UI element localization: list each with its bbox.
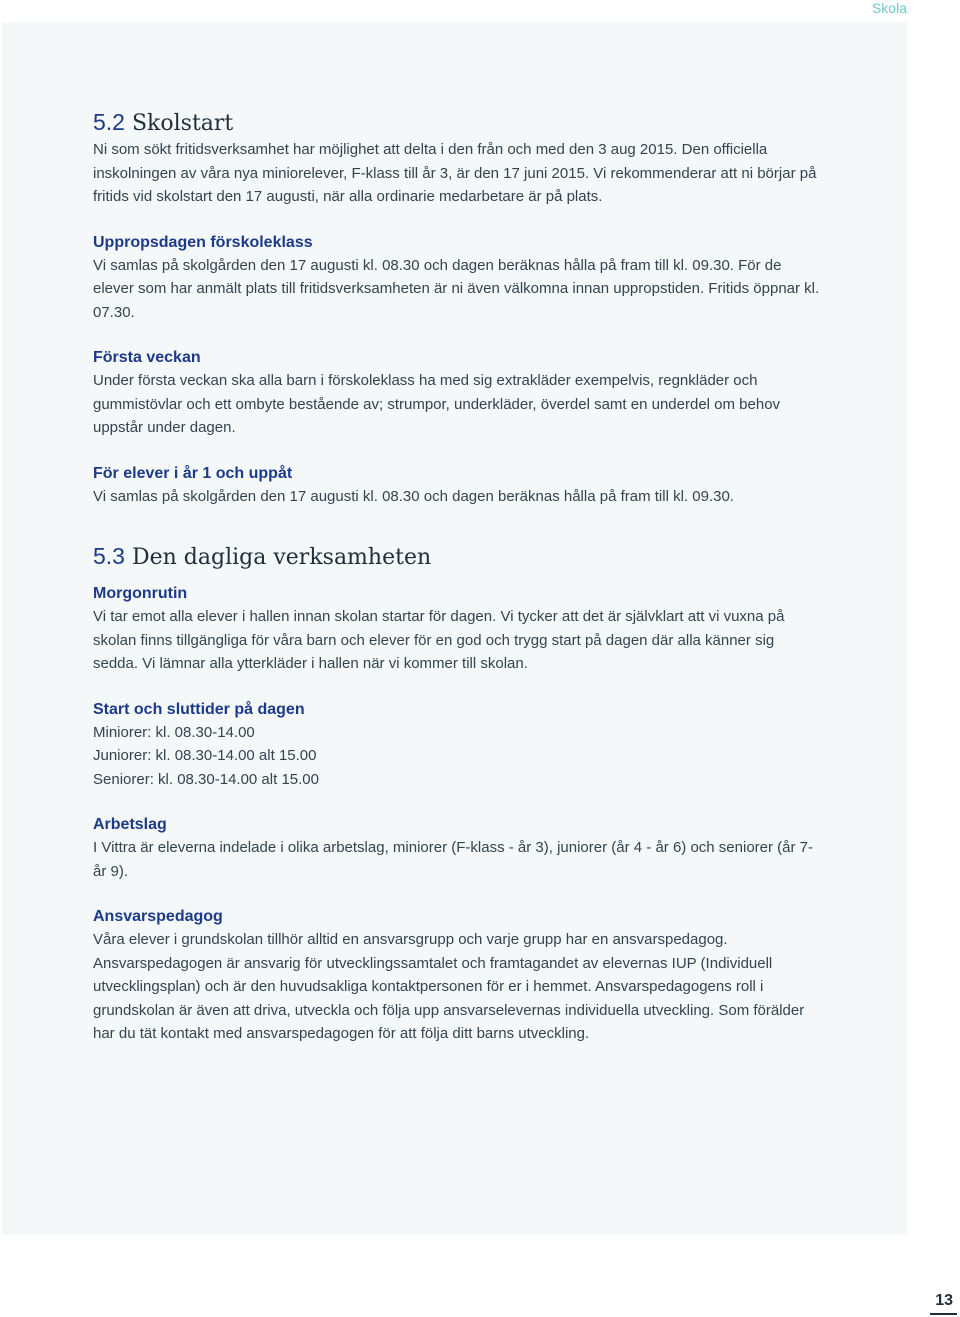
section-number: 5.3: [93, 543, 125, 569]
section-skolstart: [93, 108, 823, 508]
subsection-heading: Första veckan: [93, 349, 201, 366]
subsection-text: Vi tar emot alla elever i hallen innan skolan startar för dagen. Vi tycker att det är självklart att vi vuxna på skolan finns tillgängliga för våra barn och elever för en god och trygg start på dagen där alla känner sig sedda. Vi lämnar alla ytterkläder i hallen när vi kommer till skolan.: [93, 608, 785, 672]
section-intro: Ni som sökt fritidsverksamhet har möjlighet att delta i den från och med den 3 aug 2015. Den officiella inskolningen av våra nya miniorelever, F-klass till år 3, är den 17 juni 2015. Vi rekommenderar att ni börjar på fritids vid skolstart den 17 augusti, när alla ordinarie medarbetare är på plats.: [93, 141, 817, 205]
subsection-text: Under första veckan ska alla barn i förskoleklass ha med sig extrakläder exempelvis, regnkläder och gummistövlar och ett ombyte bestående av; strumpor, underkläder, överdel samt en underdel om behov uppstår under dagen.: [93, 372, 781, 436]
page-number: 13: [935, 1292, 953, 1309]
subsection-text: Våra elever i grundskolan tillhör alltid en ansvarsgrupp och varje grupp har en ansvarspedagog. Ansvarspedagogen är ansvarig för utvecklingssamtalet och framtagandet av elevernas IUP (Individuell utvecklingsplan) och är den huvudsakliga kontaktpersonen för er i hemmet. Ansvarspedagogens roll i grundskolan är även att driva, utveckla och följa upp ansvarselevernas individuella utveckling. Som förälder har du tät kontakt med ansvarspedagogen för att följa ditt barns utveckling.: [93, 931, 805, 1042]
schedule-line-seniorer: Seniorer: kl. 08.30-14.00 alt 15.00: [93, 770, 319, 788]
section-title: Den dagliga verksamheten: [131, 545, 432, 570]
subsection-uppropsdagen: [93, 231, 823, 325]
schedule-line-miniorer: Miniorer: kl. 08.30-14.00: [93, 723, 255, 741]
section-dagliga-verksamheten: [93, 542, 823, 1046]
subsection-heading: Morgonrutin: [93, 585, 188, 602]
subsection-morgonrutin: [93, 582, 823, 676]
subsection-arbetslag: [93, 813, 823, 883]
running-header-section-name: Skola: [871, 0, 907, 16]
subsection-heading: Start och sluttider på dagen: [93, 700, 305, 718]
subsection-heading: Uppropsdagen förskoleklass: [93, 233, 313, 251]
subsection-heading: Arbetslag: [93, 816, 167, 833]
schedule-line-juniorer: Juniorer: kl. 08.30-14.00 alt 15.00: [93, 747, 317, 764]
section-heading: [93, 542, 823, 572]
subsection-forsta-veckan: [93, 346, 823, 440]
subsection-ansvarspedagog: [93, 905, 823, 1046]
subsection-heading: Ansvarspedagog: [93, 908, 223, 925]
subsection-text: Vi samlas på skolgården den 17 augusti kl. 08.30 och dagen beräknas hålla på fram till kl. 09.30.: [93, 487, 734, 505]
section-title: Skolstart: [131, 111, 234, 136]
subsection-start-sluttider: [93, 698, 823, 792]
section-heading: [93, 108, 823, 138]
subsection-text: Vi samlas på skolgården den 17 augusti kl. 08.30 och dagen beräknas hålla på fram till kl. 09.30. För de elever som har anmält plats till fritidsverksamheten är ni även välkomna innan uppropstiden. Fritids öppnar kl. 07.30.: [93, 256, 820, 321]
subsection-elever-ar-1: [93, 462, 823, 509]
section-number: 5.2: [93, 109, 125, 135]
page-content: [93, 108, 823, 1046]
subsection-text: I Vittra är eleverna indelade i olika arbetslag, miniorer (F-klass - år 3), juniorer (år 4 - år 6) och seniorer (år 7- år 9).: [93, 839, 813, 880]
page-number-underline: [930, 1313, 957, 1315]
subsection-heading: För elever i år 1 och uppåt: [93, 464, 293, 482]
